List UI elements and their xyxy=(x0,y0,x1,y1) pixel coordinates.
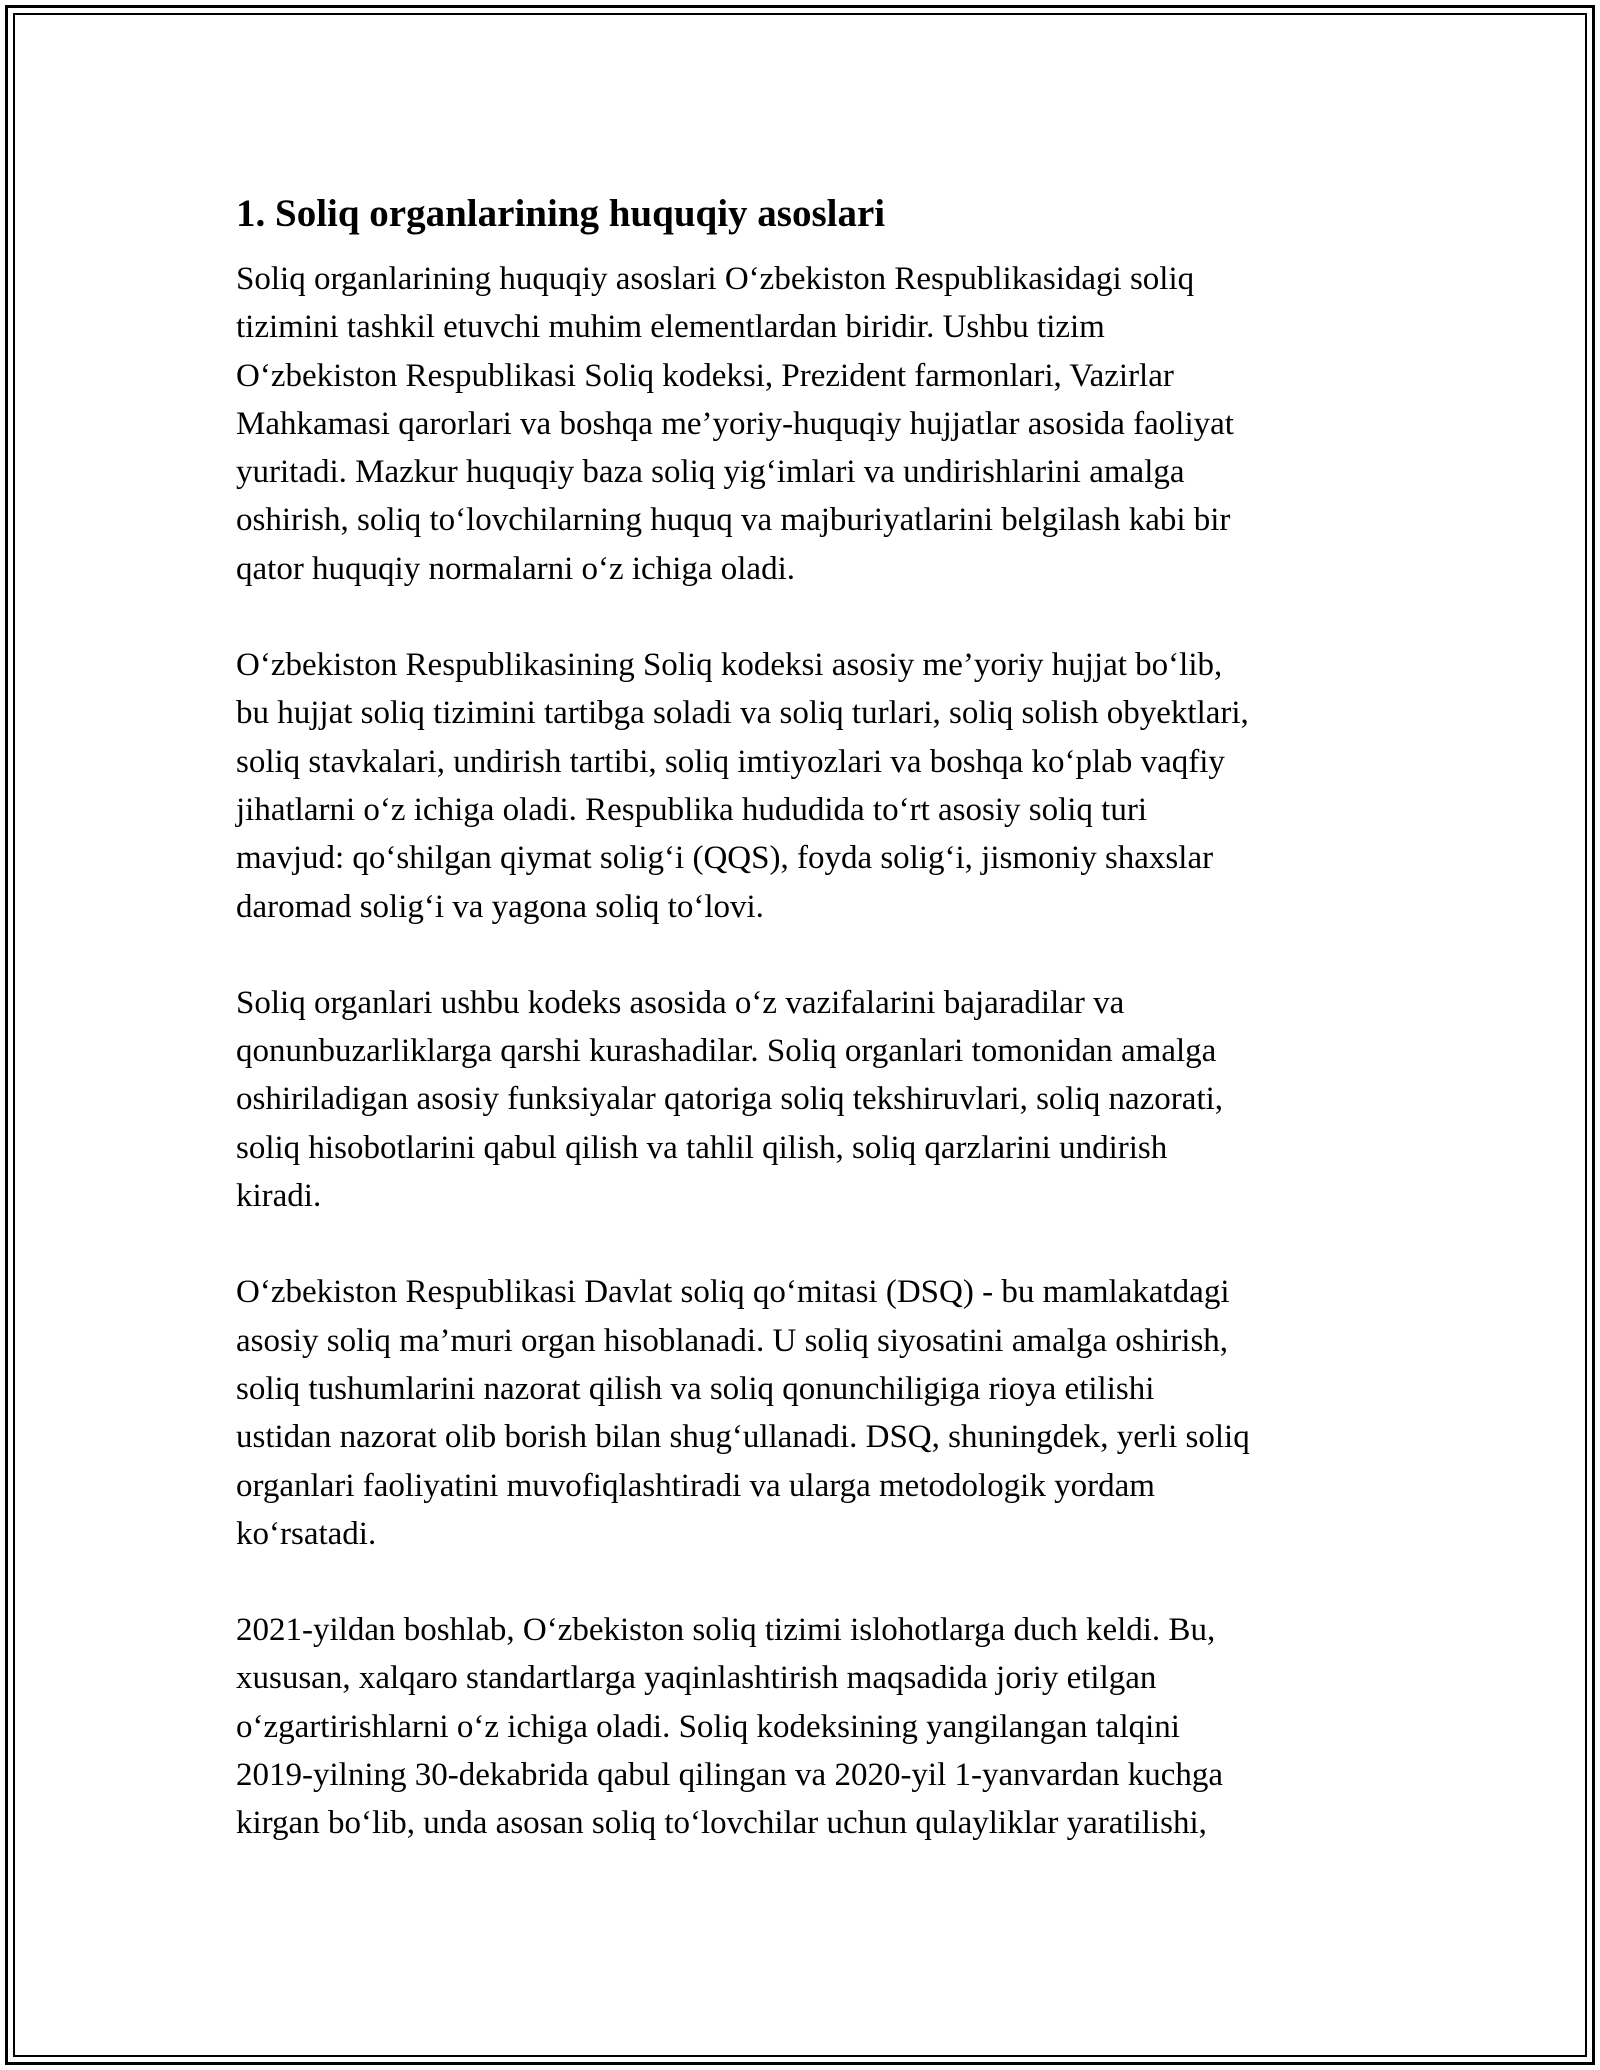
paragraph-tax-authority-functions: Soliq organlari ushbu kodeks asosida o‘z vazifalarini bajaradilar va qonunbuzarliklarga qarshi kurashadilar. Soliq organlari tomonidan amalga oshiriladigan asosiy funksiyalar qatoriga soliq tekshiruvlari, soliq nazorati, soliq hisobotlarini qabul qilish va tahlil qilish, soliq qarzlarini undirish kiradi. xyxy=(236,984,1224,1215)
document-body xyxy=(236,188,1381,1896)
paragraph-tax-code: O‘zbekiston Respublikasining Soliq kodeksi asosiy me’yoriy hujjat bo‘lib, bu hujjat soliq tizimini tartibga soladi va soliq turlari, soliq solish obyektlari, soliq stavkalari, undirish tartibi, soliq imtiyozlari va boshqa ko‘plab vaqfiy jihatlarni o‘z ichiga oladi. Respublika hududida to‘rt asosiy soliq turi mavjud: qo‘shilgan qiymat solig‘i (QQS), foyda solig‘i, jismoniy shaxslar daromad solig‘i va yagona soliq to‘lovi. xyxy=(236,647,1249,925)
paragraph-state-tax-committee: O‘zbekiston Respublikasi Davlat soliq qo‘mitasi (DSQ) - bu mamlakatdagi asosiy soliq ma’muri organ hisoblanadi. U soliq siyosatini amalga oshirish, soliq tushumlarini nazorat qilish va soliq qonunchiligiga rioya etilishi ustidan nazorat olib borish bilan shug‘ullanadi. DSQ, shuningdek, yerli soliq organlari faoliyatini muvofiqlashtiradi va ularga metodologik yordam ko‘rsatadi. xyxy=(236,1274,1250,1552)
section-heading: 1. Soliq organlarining huquqiy asoslari xyxy=(236,192,886,235)
paragraph-legal-basis: Soliq organlarining huquqiy asoslari O‘zbekiston Respublikasidagi soliq tizimini tashkil etuvchi muhim elementlardan biridir. Ushbu tizim O‘zbekiston Respublikasi Soliq kodeksi, Prezident farmonlari, Vazirlar Mahkamasi qarorlari va boshqa me’yoriy-huquqiy hujjatlar asosida faoliyat yuritadi. Mazkur huquqiy baza soliq yig‘imlari va undirishlarini amalga oshirish, soliq to‘lovchilarning huquq va majburiyatlarini belgilash kabi bir qator huquqiy normalarni o‘z ichiga oladi. xyxy=(236,261,1234,587)
paragraph-reforms: 2021-yildan boshlab, O‘zbekiston soliq tizimi islohotlarga duch keldi. Bu, xususan, xalqaro standartlarga yaqinlashtirish maqsadida joriy etilgan o‘zgartirishlarni o‘z ichiga oladi. Soliq kodeksining yangilangan talqini 2019-yilning 30-dekabrida qabul qilingan va 2020-yil 1-yanvardan kuchga kirgan bo‘lib, unda asosan soliq to‘lovchilar uchun qulayliklar yaratilishi, xyxy=(236,1612,1223,1842)
